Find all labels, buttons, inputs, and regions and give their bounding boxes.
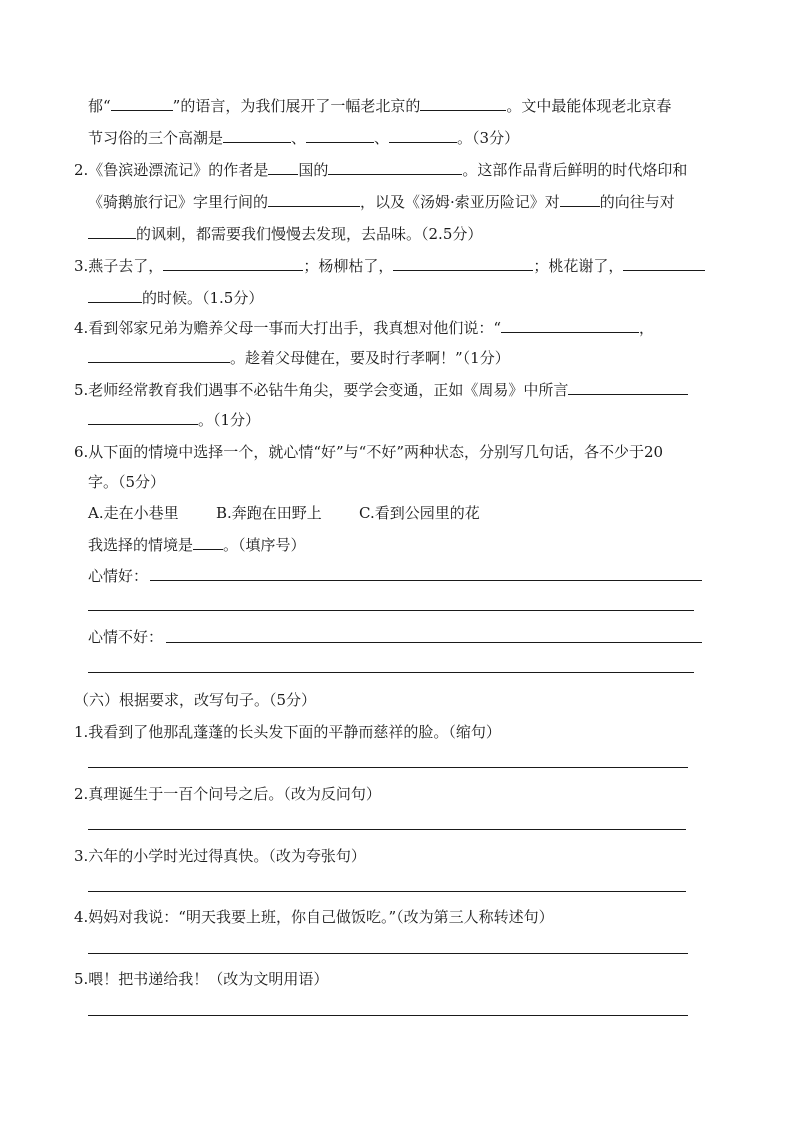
answer-blank[interactable] [268,192,360,207]
question-4-line-1 [74,318,654,338]
text: 。文中最能体现老北京春 [506,97,672,115]
text: 郁“ [88,97,111,115]
rewrite-item [74,722,501,742]
answer-blank[interactable] [111,96,173,111]
answer-blank[interactable] [560,192,600,207]
answer-blank[interactable] [568,380,688,395]
rewrite-item-text: 3.六年的小学时光过得真快。（改为夸张句） [74,847,366,865]
text: 。趁着父母健在，要及时行孝啊！”（1分） [230,349,510,367]
answer-blank[interactable] [88,410,198,425]
option-c-label: C.看到公园里的花 [359,504,480,522]
option-b [216,503,322,523]
answer-blank[interactable] [306,128,374,143]
answer-blank[interactable] [389,128,457,143]
choice-line [88,535,306,555]
text: 4.看到邻家兄弟为赡养父母一事而大打出手，我真想对他们说：“ [74,319,501,337]
rewrite-item-text: 4.妈妈对我说：“明天我要上班，你自己做饭吃。”（改为第三人称转述句） [74,908,554,926]
answer-blank[interactable] [420,96,506,111]
text: 5.老师经常教育我们遇事不必钻牛角尖，要学会变通，正如《周易》中所言 [74,381,569,399]
rewrite-item-text: 5.喂！把书递给我！（改为文明用语） [74,970,329,988]
answer-blank[interactable] [88,348,230,363]
answer-blank[interactable] [501,318,639,333]
text: 。（1分） [198,411,261,429]
text: 《骑鹅旅行记》字里行间的 [88,193,269,211]
rewrite-answer-line[interactable] [88,953,688,954]
rewrite-answer-line[interactable] [88,1015,688,1016]
question-5-line-2 [88,410,260,430]
rewrite-item [74,907,554,927]
answer-blank[interactable] [393,256,533,271]
text: 2.《鲁滨逊漂流记》的作者是 [74,161,269,179]
bad-mood-label [88,627,163,647]
text: ；桃花谢了， [533,257,624,275]
question-2-line-2 [88,192,675,212]
text: 国的 [298,161,329,179]
separator: 、 [374,129,390,147]
answer-blank[interactable] [223,128,291,143]
answer-blank[interactable] [88,288,142,303]
rewrite-item-text: 2.真理诞生于一百个问号之后。（改为反问句） [74,785,381,803]
text: 的向往与对 [599,193,675,211]
answer-blank[interactable] [268,160,298,175]
question-6-line-2 [88,472,165,492]
good-mood-text: 心情好： [88,567,149,585]
bad-mood-answer-line-2[interactable] [88,672,694,673]
rewrite-item [74,846,366,866]
text: ”的语言，为我们展开了一幅老北京的 [172,97,421,115]
text: 6.从下面的情境中选择一个，就心情“好”与“不好”两种状态，分别写几句话，各不少于20 [74,443,664,461]
question-4-line-2 [88,348,510,368]
rewrite-item [74,784,381,804]
text-line [88,96,671,116]
text: ；杨柳枯了， [303,257,394,275]
text: 我选择的情境是 [88,536,194,554]
question-5-line-1 [74,380,688,400]
text: 的时候。（1.5分） [142,289,264,307]
text: 节习俗的三个高潮是 [88,129,224,147]
text: 。这部作品背后鲜明的时代烙印和 [462,161,688,179]
rewrite-answer-line[interactable] [88,829,686,830]
rewrite-answer-line[interactable] [88,891,686,892]
answer-blank[interactable] [88,224,136,239]
text: 字。（5分） [88,473,166,491]
question-3-line-2 [88,288,263,308]
rewrite-answer-line[interactable] [88,767,688,768]
bad-mood-answer-line-1[interactable] [166,642,702,643]
answer-blank[interactable] [623,256,705,271]
rewrite-item-text: 1.我看到了他那乱蓬蓬的长头发下面的平静而慈祥的脸。（缩句） [74,723,501,741]
answer-blank[interactable] [163,256,303,271]
bad-mood-text: 心情不好： [88,628,164,646]
option-a [88,503,179,523]
text-line [88,128,519,148]
good-mood-answer-line-2[interactable] [88,610,694,611]
option-c [359,503,480,523]
question-6-line-1 [74,442,663,462]
choice-blank[interactable] [193,535,223,550]
good-mood-label [88,566,148,586]
question-2-line-3 [88,224,482,244]
option-b-label: B.奔跑在田野上 [216,504,322,522]
question-2-line-1 [74,160,687,180]
text: 。（填序号） [223,536,306,554]
question-3-line-1 [74,256,705,276]
section-6-title-text: （六）根据要求，改写句子。（5分） [74,691,317,709]
good-mood-answer-line-1[interactable] [150,580,702,581]
text: 3.燕子去了， [74,257,164,275]
option-a-label: A.走在小巷里 [88,504,179,522]
text: 。（3分） [457,129,520,147]
text: ， [638,319,654,337]
answer-blank[interactable] [328,160,462,175]
section-6-title [74,690,316,710]
text: 的讽刺，都需要我们慢慢去发现，去品味。（2.5分） [136,225,483,243]
text: ，以及《汤姆·索亚历险记》对 [360,193,560,211]
separator: 、 [291,129,307,147]
rewrite-item [74,969,328,989]
